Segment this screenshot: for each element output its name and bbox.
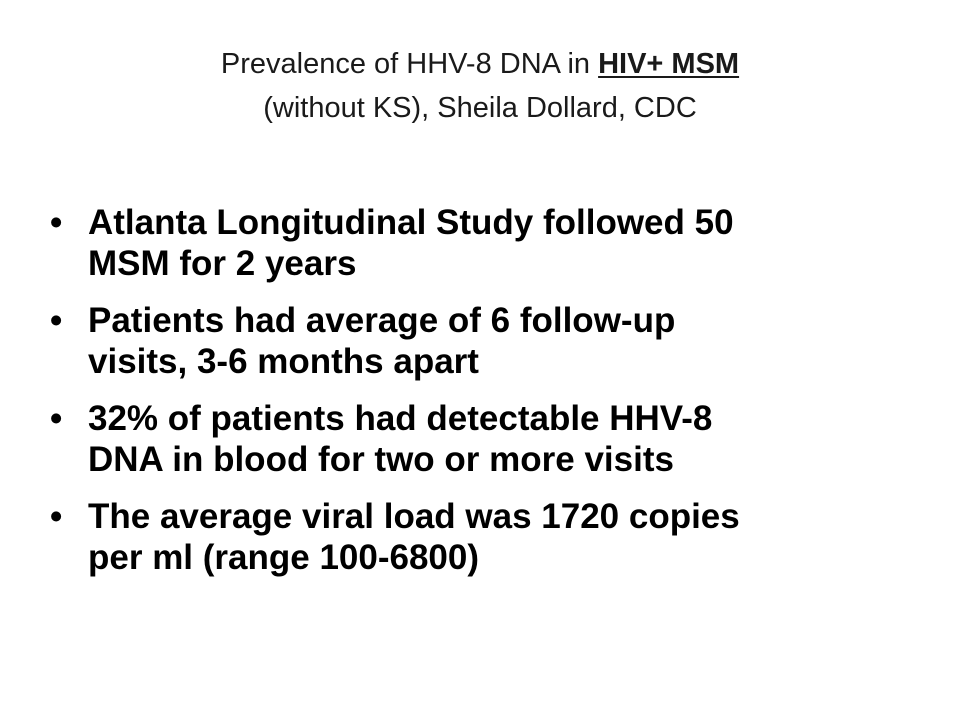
bullet-text-line-2: visits, 3-6 months apart	[88, 342, 479, 381]
title-line-1	[80, 42, 880, 86]
bullet-text-line-2: per ml (range 100-6800)	[88, 538, 480, 577]
bullet-item	[50, 202, 910, 284]
bullet-item	[50, 496, 910, 578]
bullet-text-line-1: Atlanta Longitudinal Study followed 50	[88, 203, 734, 242]
bullet-dot-icon: •	[50, 497, 63, 536]
bullet-item	[50, 398, 910, 480]
title-emphasis: HIV+ MSM	[598, 48, 740, 80]
slide-title	[80, 42, 880, 130]
bullet-dot-icon: •	[50, 301, 63, 340]
bullet-list	[50, 202, 910, 594]
bullet-text-line-1: Patients had average of 6 follow-up	[88, 301, 676, 340]
bullet-dot-icon: •	[50, 399, 63, 438]
title-prefix: Prevalence of HHV-8 DNA in	[220, 48, 599, 80]
title-line-2: (without KS), Sheila Dollard, CDC	[263, 92, 697, 124]
bullet-text-line-2: MSM for 2 years	[88, 244, 357, 283]
bullet-item	[50, 300, 910, 382]
bullet-text-line-2: DNA in blood for two or more visits	[88, 440, 674, 479]
bullet-text-line-1: 32% of patients had detectable HHV-8	[88, 399, 713, 438]
bullet-dot-icon: •	[50, 203, 63, 242]
bullet-text-line-1: The average viral load was 1720 copies	[88, 497, 740, 536]
